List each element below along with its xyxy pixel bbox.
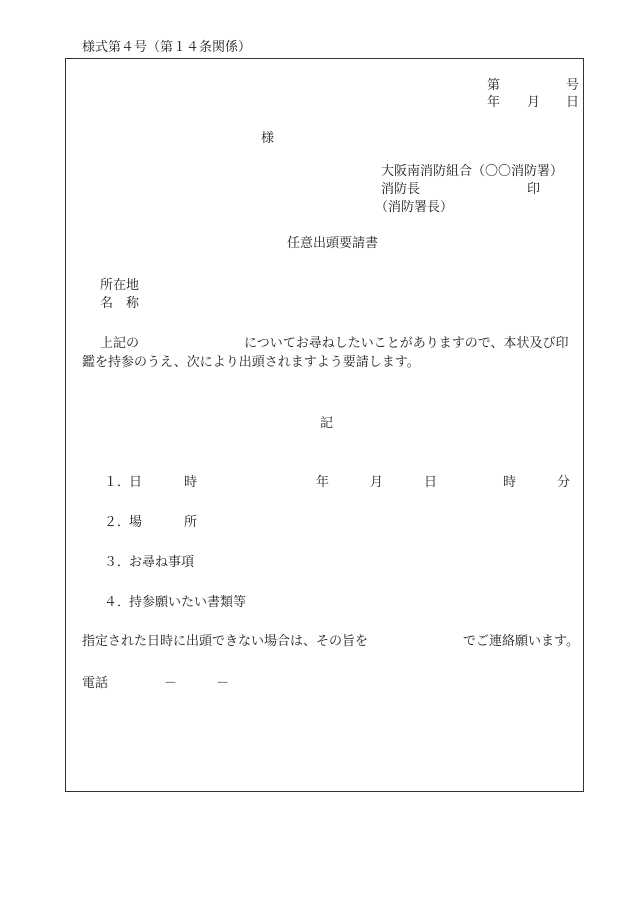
- item-1-day: 日: [424, 475, 438, 490]
- item-1-label-char1: 日: [129, 475, 143, 490]
- item-1-label-char2: 時: [184, 475, 198, 490]
- item-2-number: ２．: [104, 515, 131, 530]
- location-label: 所在地: [100, 278, 140, 293]
- issuer-title: 消防長: [381, 182, 421, 197]
- item-3-number: ３．: [104, 555, 131, 570]
- issuer-seal: 印: [527, 182, 541, 197]
- item-1-hour: 時: [503, 475, 517, 490]
- item-1-month: 月: [370, 475, 384, 490]
- notice-start: 指定された日時に出頭できない場合は、その旨を: [82, 634, 369, 649]
- item-4-number: ４．: [104, 595, 131, 610]
- item-1-number: １．: [104, 475, 131, 490]
- phone-label: 電話: [82, 676, 109, 691]
- document-title: 任意出頭要請書: [287, 236, 379, 251]
- doc-date-year: 年: [487, 95, 501, 110]
- item-1-year: 年: [316, 475, 330, 490]
- body-line1-start: 上記の: [100, 336, 140, 351]
- ki-heading: 記: [320, 416, 334, 431]
- item-4-label: 持参願いたい書類等: [129, 595, 247, 610]
- item-3-label: お尋ね事項: [129, 555, 195, 570]
- phone-dash-1: －: [164, 676, 178, 691]
- form-number-header: 様式第４号（第１４条関係）: [82, 40, 252, 55]
- issuer-alt-title: （消防署長）: [375, 200, 454, 215]
- doc-number-suffix: 号: [566, 78, 580, 93]
- doc-number-prefix: 第: [487, 78, 501, 93]
- issuer-organization: 大阪南消防組合（〇〇消防署）: [381, 164, 564, 179]
- body-line1-end: についてお尋ねしたいことがありますので、本状及び印: [244, 336, 569, 351]
- item-2-label-char2: 所: [184, 515, 198, 530]
- doc-date-month: 月: [527, 95, 541, 110]
- item-2-label-char1: 場: [129, 515, 143, 530]
- notice-end: でご連絡願います。: [463, 634, 579, 649]
- addressee-honorific: 様: [261, 131, 275, 146]
- phone-dash-2: －: [216, 676, 230, 691]
- name-label: 名 称: [100, 296, 140, 311]
- body-line2: 鑑を持参のうえ、次により出頭されますよう要請します。: [82, 355, 420, 370]
- item-1-minute: 分: [557, 475, 571, 490]
- doc-date-day: 日: [566, 95, 580, 110]
